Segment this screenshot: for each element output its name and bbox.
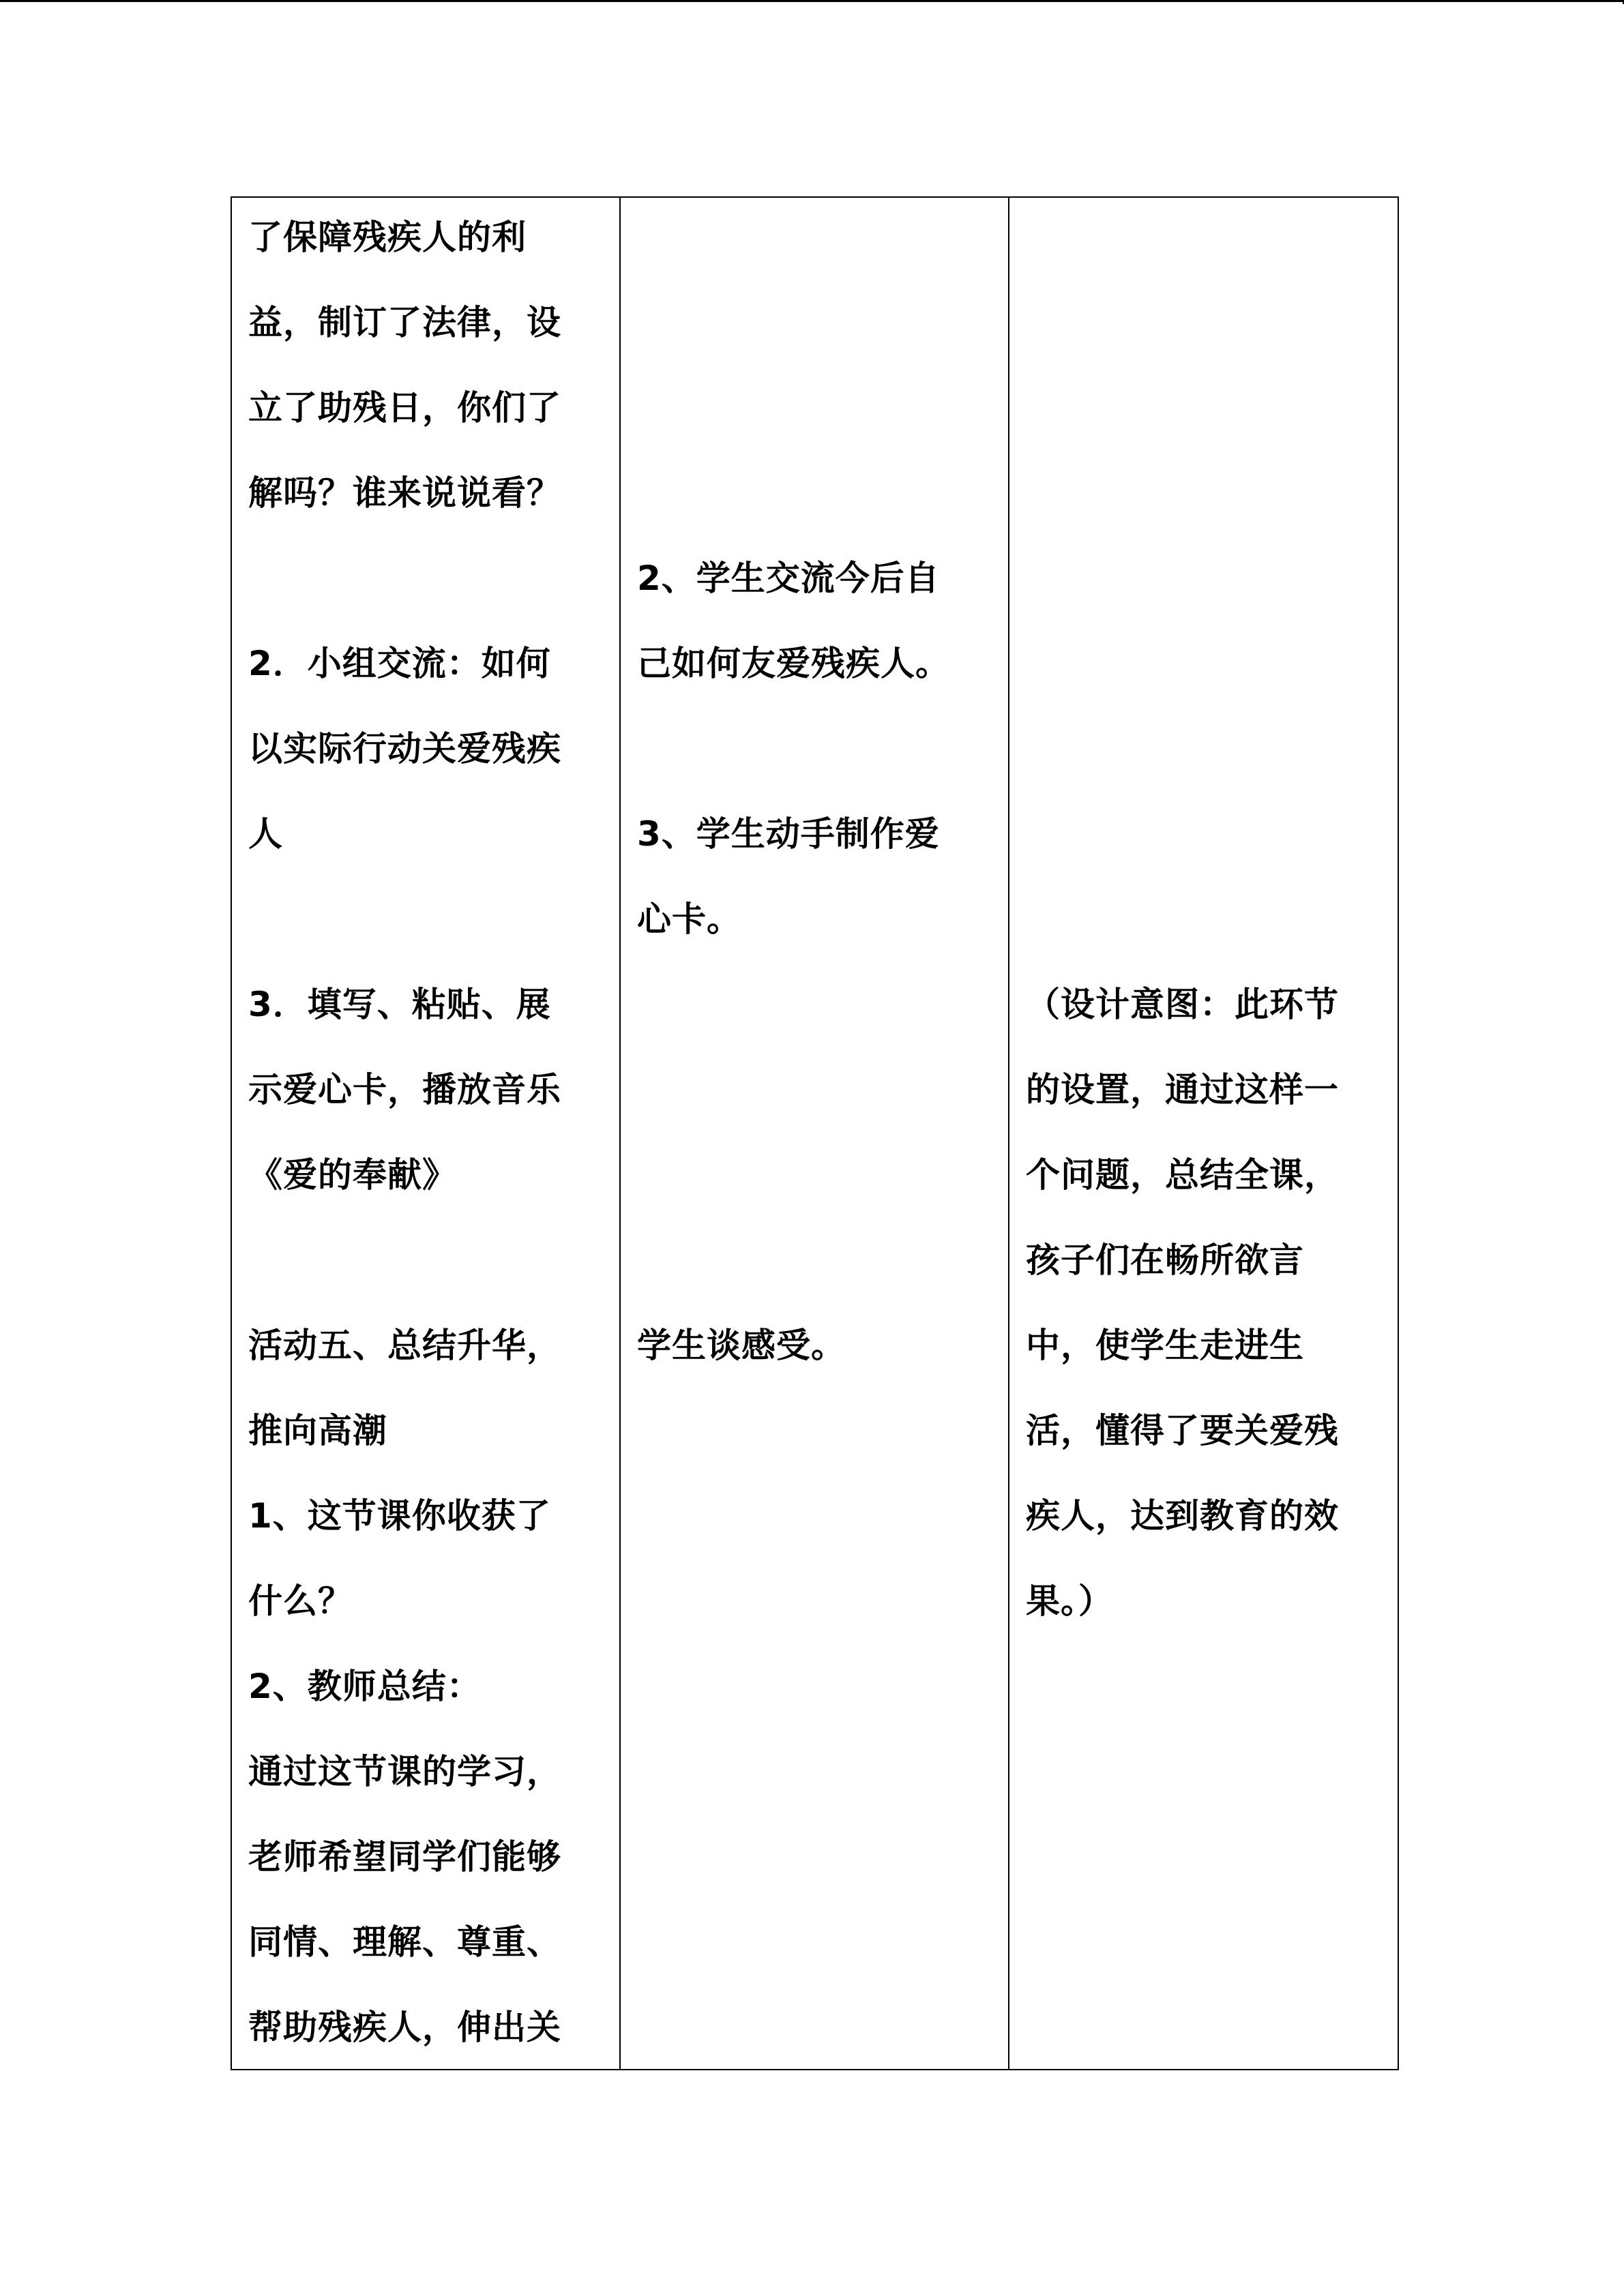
text-line: 立了助残日，你们了 — [248, 388, 561, 428]
text-line: 解吗？谁来说说看？ — [248, 473, 561, 513]
text-line: 中，使学生走进生 — [1026, 1326, 1304, 1365]
text-line: 1、这节课你收获了 — [248, 1496, 551, 1536]
text-line: 了保障残疾人的利 — [248, 218, 527, 257]
text-line: 同情、理解、尊重、 — [248, 1922, 561, 1962]
text-line: 心卡。 — [637, 899, 741, 939]
text-line: 果。） — [1026, 1581, 1113, 1621]
text-line: 己如何友爱残疾人。 — [637, 644, 950, 683]
lesson-plan-table — [231, 196, 1399, 2070]
student-activity-cell — [620, 197, 1009, 2070]
page-top-border — [0, 0, 1624, 2]
text-line: 什么？ — [248, 1581, 353, 1621]
text-line: 学生谈感受。 — [637, 1326, 846, 1365]
text-line: 孩子们在畅所欲言 — [1026, 1240, 1304, 1280]
text-line: （设计意图：此环节 — [1026, 985, 1339, 1024]
text-line: 疾人，达到教育的效 — [1026, 1496, 1339, 1536]
text-line: 个问题，总结全课， — [1026, 1155, 1339, 1195]
text-line: 2．小组交流：如何 — [248, 644, 551, 683]
text-line: 通过这节课的学习， — [248, 1752, 561, 1791]
design-intent-text — [1009, 198, 1398, 2069]
text-line: 3．填写、粘贴、展 — [248, 985, 551, 1024]
text-line: 人 — [248, 814, 283, 854]
text-line: 示爱心卡，播放音乐 — [248, 1070, 561, 1109]
text-line: 推向高潮 — [248, 1411, 387, 1450]
teacher-activity-text — [232, 198, 619, 2069]
text-line: 《爱的奉献》 — [248, 1155, 457, 1195]
text-line: 3、学生动手制作爱 — [637, 814, 940, 854]
text-line: 以实际行动关爱残疾 — [248, 729, 561, 769]
student-activity-text — [621, 198, 1008, 2069]
design-intent-cell — [1009, 197, 1398, 2070]
text-line: 老师希望同学们能够 — [248, 1837, 561, 1877]
text-line: 帮助残疾人，伸出关 — [248, 2008, 561, 2047]
teacher-activity-cell — [231, 197, 620, 2070]
text-line: 2、教师总结： — [248, 1667, 482, 1706]
text-line: 的设置，通过这样一 — [1026, 1070, 1339, 1109]
text-line: 2、学生交流今后自 — [637, 558, 940, 598]
text-line: 益，制订了法律，设 — [248, 303, 561, 342]
text-line: 活动五、总结升华， — [248, 1326, 561, 1365]
text-line: 活，懂得了要关爱残 — [1026, 1411, 1339, 1450]
table-row — [231, 197, 1398, 2070]
